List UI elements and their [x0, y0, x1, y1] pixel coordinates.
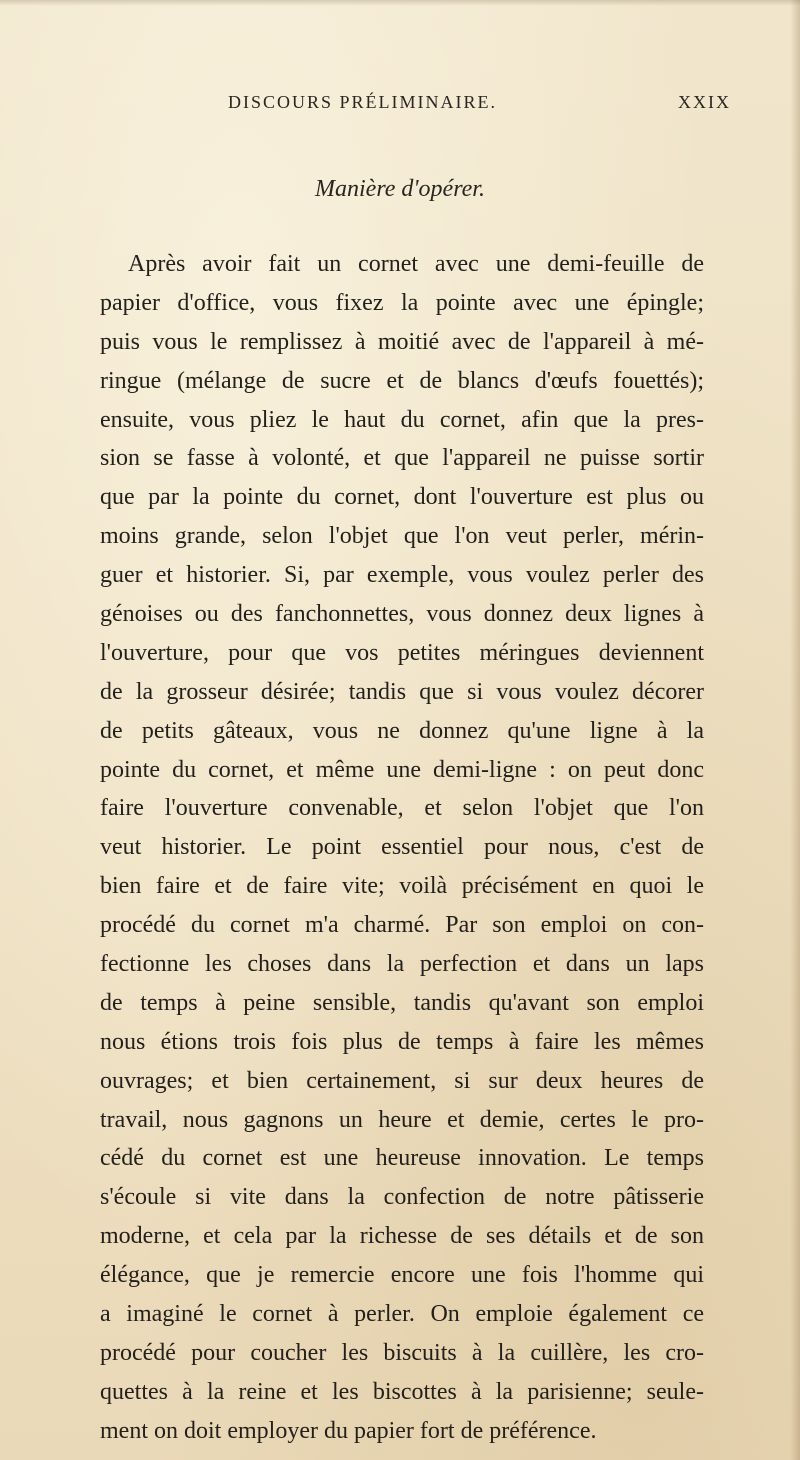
text-line: quettes à la reine et les biscottes à la parisienne; seule-	[100, 1378, 704, 1405]
text-line: que par la pointe du cornet, dont l'ouverture est plus ou	[100, 484, 704, 511]
text-line: ment on doit employer du papier fort de préférence.	[100, 1417, 597, 1444]
text-line: ouvrages; et bien certainement, si sur deux heures de	[100, 1067, 704, 1094]
text-line: procédé pour coucher les biscuits à la cuillère, les cro-	[100, 1339, 704, 1366]
page-number: XXIX	[678, 92, 731, 112]
text-line: ensuite, vous pliez le haut du cornet, afin que la pres-	[100, 406, 704, 433]
text-line: s'écoule si vite dans la confection de notre pâtisserie	[100, 1184, 704, 1211]
text-line: procédé du cornet m'a charmé. Par son emploi on con-	[100, 912, 704, 939]
text-line: a imaginé le cornet à perler. On emploie également ce	[100, 1301, 704, 1328]
text-line: Après avoir fait un cornet avec une demi-feuille de	[128, 251, 704, 277]
text-line: faire l'ouverture convenable, et selon l'objet que l'on	[100, 795, 704, 822]
paragraph	[100, 245, 704, 1451]
text-line: papier d'office, vous fixez la pointe avec une épingle;	[100, 289, 704, 316]
text-line: moderne, et cela par la richesse de ses détails et de son	[100, 1223, 704, 1250]
text-line: guer et historier. Si, par exemple, vous voulez perler des	[100, 562, 704, 589]
page-top-shadow	[0, 0, 800, 6]
page-right-shadow	[790, 0, 800, 1460]
text-line: moins grande, selon l'objet que l'on veut perler, mérin-	[100, 523, 704, 550]
text-line: de temps à peine sensible, tandis qu'avant son emploi	[100, 989, 704, 1016]
text-line: travail, nous gagnons un heure et demie, certes le pro-	[100, 1106, 704, 1133]
text-line: veut historier. Le point essentiel pour nous, c'est de	[100, 834, 704, 861]
text-line: pointe du cornet, et même une demi-ligne : on peut donc	[100, 756, 704, 783]
text-line: sion se fasse à volonté, et que l'appareil ne puisse sortir	[100, 445, 704, 472]
text-line: élégance, que je remercie encore une fois l'homme qui	[100, 1262, 704, 1289]
text-line: puis vous le remplissez à moitié avec de l'appareil à mé-	[100, 328, 704, 355]
text-line: fectionne les choses dans la perfection et dans un laps	[100, 951, 704, 978]
text-line: de petits gâteaux, vous ne donnez qu'une ligne à la	[100, 717, 704, 744]
running-title: DISCOURS PRÉLIMINAIRE.	[228, 92, 498, 112]
text-line: génoises ou des fanchonnettes, vous donnez deux lignes à	[100, 601, 704, 628]
running-head	[0, 92, 800, 122]
section-title: Manière d'opérer.	[315, 176, 485, 202]
text-line: bien faire et de faire vite; voilà précisément en quoi le	[100, 873, 704, 900]
text-line: cédé du cornet est une heureuse innovation. Le temps	[100, 1145, 704, 1172]
text-line: de la grosseur désirée; tandis que si vous voulez décorer	[100, 678, 704, 705]
text-line: ringue (mélange de sucre et de blancs d'œufs fouettés);	[100, 367, 704, 394]
text-line: nous étions trois fois plus de temps à faire les mêmes	[100, 1028, 704, 1055]
text-line: l'ouverture, pour que vos petites méringues deviennent	[100, 639, 704, 666]
